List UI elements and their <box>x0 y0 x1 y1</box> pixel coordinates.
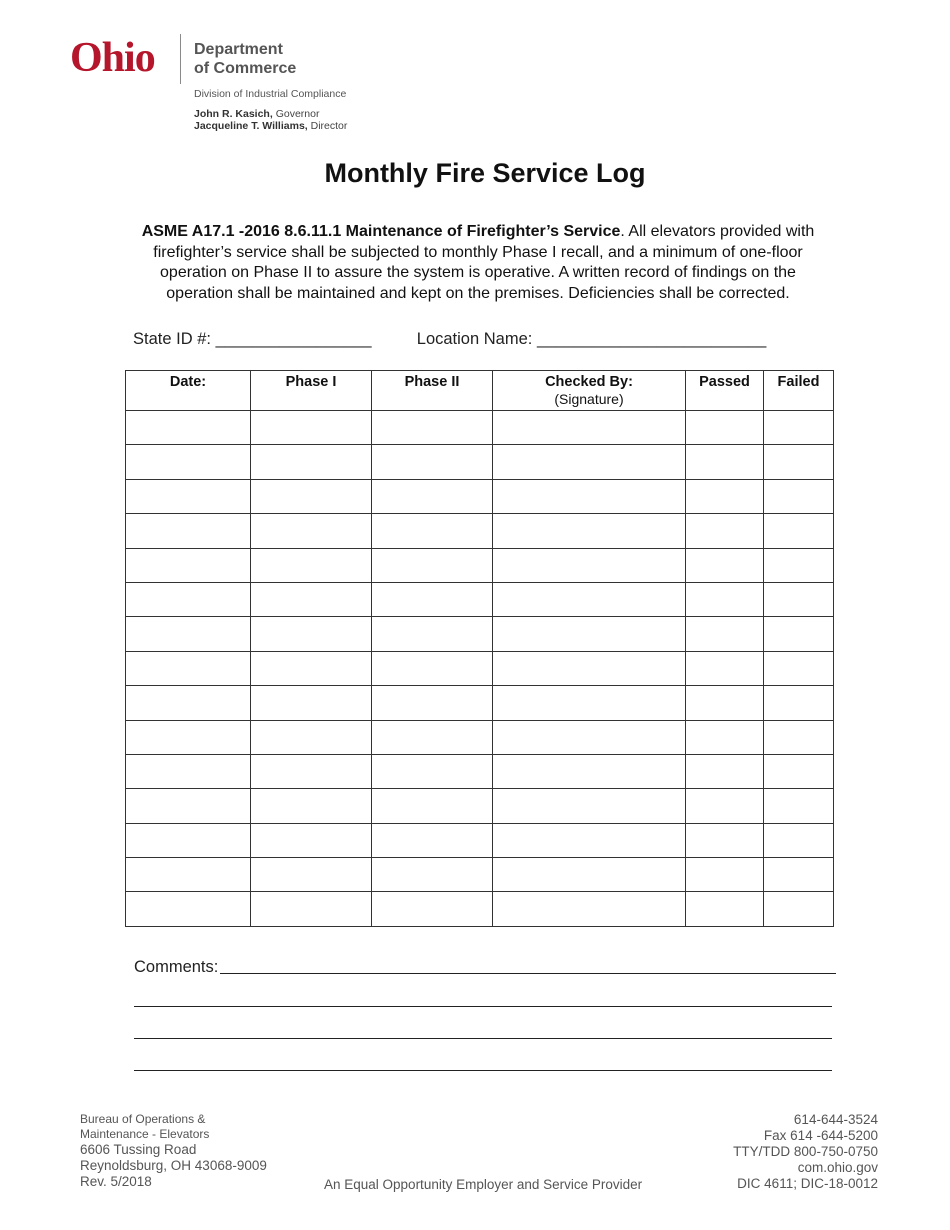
footer-address-line: Bureau of Operations & <box>80 1112 206 1126</box>
footer-fax: Fax 614 -644-5200 <box>763 1128 878 1143</box>
cell-passed[interactable] <box>686 754 764 788</box>
cell-checked-by[interactable] <box>493 892 686 926</box>
cell-phase-1[interactable] <box>251 582 372 616</box>
cell-phase-2[interactable] <box>372 686 493 720</box>
cell-phase-2[interactable] <box>372 651 493 685</box>
cell-failed[interactable] <box>764 479 834 513</box>
cell-checked-by[interactable] <box>493 479 686 513</box>
cell-phase-1[interactable] <box>251 858 372 892</box>
cell-phase-1[interactable] <box>251 445 372 479</box>
column-header-phase-2: Phase II <box>372 371 493 411</box>
cell-date[interactable] <box>126 582 251 616</box>
cell-failed[interactable] <box>764 582 834 616</box>
cell-failed[interactable] <box>764 720 834 754</box>
table-row <box>126 411 834 445</box>
cell-passed[interactable] <box>686 892 764 926</box>
cell-failed[interactable] <box>764 858 834 892</box>
cell-date[interactable] <box>126 548 251 582</box>
footer-address-line: Reynoldsburg, OH 43068-9009 <box>80 1158 267 1173</box>
footer-address-line: Maintenance - Elevators <box>80 1127 210 1141</box>
location-name-label: Location Name: <box>416 330 533 348</box>
cell-passed[interactable] <box>686 582 764 616</box>
signature-label: (Signature) <box>554 391 624 407</box>
cell-phase-1[interactable] <box>251 892 372 926</box>
intro-code-reference: ASME A17.1 -2016 8.6.11.1 Maintenance of Firefighter’s Service <box>141 223 621 240</box>
table-row <box>126 651 834 685</box>
form-fields <box>133 330 766 349</box>
cell-failed[interactable] <box>764 617 834 651</box>
logo-divider <box>180 34 181 84</box>
cell-phase-1[interactable] <box>251 548 372 582</box>
cell-passed[interactable] <box>686 479 764 513</box>
column-header-passed: Passed <box>686 371 764 411</box>
department-name <box>194 40 296 78</box>
comments-line-4[interactable] <box>134 1070 832 1071</box>
cell-failed[interactable] <box>764 514 834 548</box>
cell-phase-1[interactable] <box>251 686 372 720</box>
cell-phase-1[interactable] <box>251 479 372 513</box>
director-name: Jacqueline T. Williams, <box>194 120 308 132</box>
cell-date[interactable] <box>126 479 251 513</box>
footer-form-number: DIC 4611; DIC-18-0012 <box>737 1176 878 1191</box>
cell-phase-2[interactable] <box>372 823 493 857</box>
state-id-field[interactable]: _________________ <box>215 330 372 348</box>
cell-phase-2[interactable] <box>372 514 493 548</box>
footer-address <box>80 1112 267 1190</box>
table-row <box>126 617 834 651</box>
checked-by-label: Checked By: <box>545 374 633 390</box>
governor-line <box>194 108 347 120</box>
table-row <box>126 445 834 479</box>
table-row <box>126 720 834 754</box>
cell-date[interactable] <box>126 823 251 857</box>
cell-failed[interactable] <box>764 754 834 788</box>
footer-phone: 614-644-3524 <box>793 1112 878 1127</box>
column-header-date: Date: <box>126 371 251 411</box>
cell-phase-2[interactable] <box>372 548 493 582</box>
cell-failed[interactable] <box>764 789 834 823</box>
cell-checked-by[interactable] <box>493 789 686 823</box>
cell-checked-by[interactable] <box>493 823 686 857</box>
cell-date[interactable] <box>126 617 251 651</box>
cell-checked-by[interactable] <box>493 411 686 445</box>
cell-date[interactable] <box>126 892 251 926</box>
cell-phase-1[interactable] <box>251 617 372 651</box>
footer-revision: Rev. 5/2018 <box>80 1174 152 1189</box>
cell-passed[interactable] <box>686 858 764 892</box>
cell-checked-by[interactable] <box>493 445 686 479</box>
intro-paragraph <box>128 222 828 304</box>
cell-date[interactable] <box>126 858 251 892</box>
cell-failed[interactable] <box>764 411 834 445</box>
cell-date[interactable] <box>126 686 251 720</box>
cell-phase-1[interactable] <box>251 720 372 754</box>
cell-phase-1[interactable] <box>251 651 372 685</box>
cell-phase-1[interactable] <box>251 789 372 823</box>
cell-checked-by[interactable] <box>493 548 686 582</box>
cell-passed[interactable] <box>686 789 764 823</box>
cell-date[interactable] <box>126 445 251 479</box>
table-row <box>126 548 834 582</box>
cell-checked-by[interactable] <box>493 686 686 720</box>
cell-checked-by[interactable] <box>493 651 686 685</box>
ohio-logo: Ohio <box>70 35 155 81</box>
cell-passed[interactable] <box>686 548 764 582</box>
location-name-field[interactable]: _________________________ <box>536 330 767 348</box>
cell-passed[interactable] <box>686 514 764 548</box>
cell-date[interactable] <box>126 651 251 685</box>
cell-phase-2[interactable] <box>372 789 493 823</box>
director-line <box>194 120 347 132</box>
table-row <box>126 789 834 823</box>
cell-checked-by[interactable] <box>493 858 686 892</box>
cell-phase-1[interactable] <box>251 754 372 788</box>
cell-date[interactable] <box>126 720 251 754</box>
cell-failed[interactable] <box>764 651 834 685</box>
table-row <box>126 823 834 857</box>
cell-phase-2[interactable] <box>372 617 493 651</box>
cell-passed[interactable] <box>686 720 764 754</box>
cell-phase-2[interactable] <box>372 411 493 445</box>
cell-phase-2[interactable] <box>372 858 493 892</box>
column-header-checked-by <box>493 371 686 411</box>
table-row <box>126 514 834 548</box>
comments-line-2[interactable] <box>134 1006 832 1007</box>
cell-date[interactable] <box>126 754 251 788</box>
footer-website: com.ohio.gov <box>797 1160 878 1175</box>
cell-phase-2[interactable] <box>372 892 493 926</box>
governor-title: Governor <box>275 108 320 120</box>
cell-passed[interactable] <box>686 686 764 720</box>
cell-phase-2[interactable] <box>372 582 493 616</box>
table-row <box>126 686 834 720</box>
director-title: Director <box>310 120 348 132</box>
cell-failed[interactable] <box>764 445 834 479</box>
cell-failed[interactable] <box>764 548 834 582</box>
state-id-label: State ID #: <box>133 330 211 348</box>
footer-contact <box>733 1112 878 1192</box>
cell-date[interactable] <box>126 411 251 445</box>
cell-phase-2[interactable] <box>372 754 493 788</box>
cell-phase-2[interactable] <box>372 720 493 754</box>
column-header-phase-1: Phase I <box>251 371 372 411</box>
cell-failed[interactable] <box>764 892 834 926</box>
footer-address-line: 6606 Tussing Road <box>80 1142 197 1157</box>
cell-phase-2[interactable] <box>372 445 493 479</box>
table-row <box>126 892 834 926</box>
cell-passed[interactable] <box>686 445 764 479</box>
cell-phase-1[interactable] <box>251 514 372 548</box>
cell-phase-1[interactable] <box>251 411 372 445</box>
cell-failed[interactable] <box>764 686 834 720</box>
governor-name: John R. Kasich, <box>194 108 273 120</box>
page-title: Monthly Fire Service Log <box>324 158 646 188</box>
cell-date[interactable] <box>126 514 251 548</box>
comments-line-3[interactable] <box>134 1038 832 1039</box>
footer-tty: TTY/TDD 800-750-0750 <box>733 1144 878 1159</box>
comments-label: Comments: <box>134 958 219 976</box>
cell-passed[interactable] <box>686 651 764 685</box>
cell-passed[interactable] <box>686 823 764 857</box>
table-row <box>126 858 834 892</box>
footer-equal-opportunity: An Equal Opportunity Employer and Service Provider <box>324 1177 643 1192</box>
cell-checked-by[interactable] <box>493 617 686 651</box>
cell-failed[interactable] <box>764 823 834 857</box>
division-name: Division of Industrial Compliance <box>194 88 347 100</box>
cell-passed[interactable] <box>686 617 764 651</box>
department-line-2: of Commerce <box>194 60 297 77</box>
cell-phase-1[interactable] <box>251 823 372 857</box>
table-row <box>126 479 834 513</box>
cell-checked-by[interactable] <box>493 582 686 616</box>
comments-line-1[interactable] <box>220 973 836 974</box>
cell-passed[interactable] <box>686 411 764 445</box>
officials <box>194 108 347 132</box>
intro-text: . All elevators provided with firefighter’s service shall be subjected to monthly Phase I recall, and a minimum of one-floor operation on Phase II to assure the system is operative. A written record of findings on the operation shall be maintained and kept on the premises. Deficiencies shall be corrected. <box>153 223 815 302</box>
cell-checked-by[interactable] <box>493 514 686 548</box>
cell-phase-2[interactable] <box>372 479 493 513</box>
table-row <box>126 754 834 788</box>
column-header-failed: Failed <box>764 371 834 411</box>
department-line-1: Department <box>194 41 283 58</box>
table-header-row <box>126 371 834 411</box>
cell-checked-by[interactable] <box>493 720 686 754</box>
table-row <box>126 582 834 616</box>
cell-checked-by[interactable] <box>493 754 686 788</box>
cell-date[interactable] <box>126 789 251 823</box>
service-log-table <box>125 370 834 927</box>
